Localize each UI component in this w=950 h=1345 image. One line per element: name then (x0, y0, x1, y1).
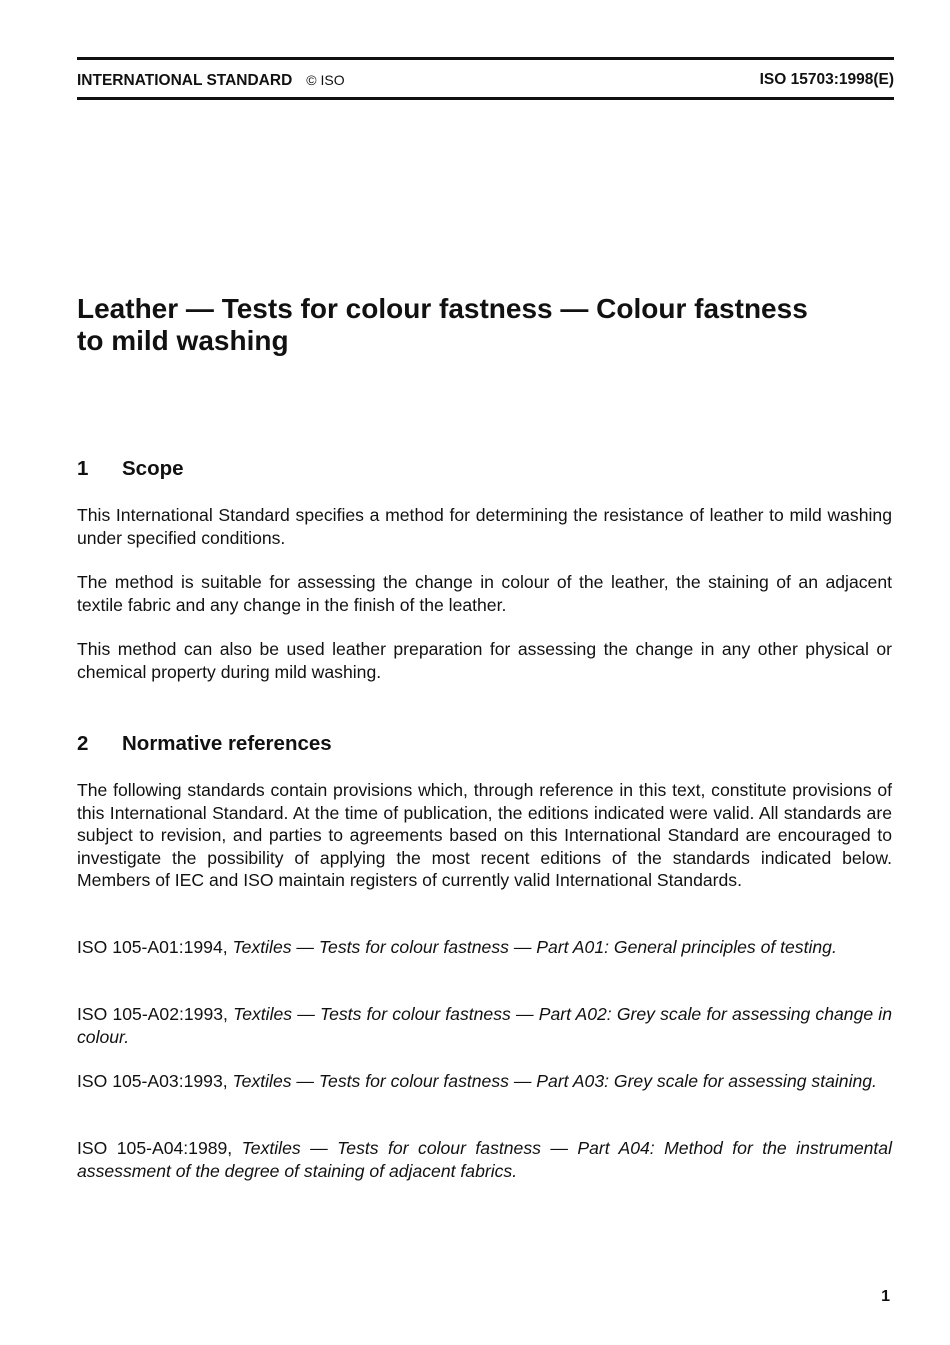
page-header (77, 70, 894, 90)
header-document-code: ISO 15703:1998(E) (759, 71, 894, 88)
title-line-2: to mild washing (77, 325, 289, 356)
section-1-title: Scope (122, 457, 184, 480)
reference-item (77, 1137, 892, 1182)
reference-code: ISO 105-A01:1994, (77, 937, 228, 957)
header-bottom-rule (77, 97, 894, 100)
reference-item (77, 936, 892, 959)
section-2-number: 2 (77, 732, 89, 755)
scope-paragraph-2: The method is suitable for assessing the change in colour of the leather, the staining of an adjacent textile fabric and any change in the finish of the leather. (77, 572, 892, 615)
section-1-number: 1 (77, 457, 89, 480)
section-1-heading (77, 456, 184, 482)
title-line-1: Leather — Tests for colour fastness — Colour fastness (77, 293, 808, 324)
reference-item (77, 1003, 892, 1048)
section-2-title: Normative references (122, 732, 332, 755)
scope-paragraph-3: This method can also be used leather preparation for assessing the change in any other physical or chemical property during mild washing. (77, 639, 892, 682)
reference-code: ISO 105-A03:1993, (77, 1071, 228, 1091)
header-top-rule (77, 57, 894, 60)
reference-item (77, 1070, 892, 1093)
reference-title: Textiles — Tests for colour fastness — Part A01: General principles of testing. (232, 937, 837, 957)
scope-paragraph-1: This International Standard specifies a method for determining the resistance of leather to mild washing under specified conditions. (77, 505, 892, 548)
reference-title: Textiles — Tests for colour fastness — Part A04: Method for the instrumental assessment of the degree of staining of adjacent fabrics. (77, 1138, 892, 1181)
reference-code: ISO 105-A02:1993, (77, 1004, 228, 1024)
document-title (77, 293, 894, 357)
reference-code: ISO 105-A04:1989, (77, 1138, 233, 1158)
section-2-heading (77, 731, 332, 757)
header-copyright: © ISO (306, 72, 345, 88)
page-number: 1 (881, 1288, 890, 1305)
header-label: INTERNATIONAL STANDARD (77, 72, 293, 89)
reference-title: Textiles — Tests for colour fastness — Part A03: Grey scale for assessing staining. (232, 1071, 877, 1091)
normative-references-intro: The following standards contain provisions which, through reference in this text, constitute provisions of this International Standard. At the time of publication, the editions indicated were valid. All standards are subject to revision, and parties to agreements based on this International Standard are encouraged to investigate the possibility of applying the most recent editions of the standards indicated below. Members of IEC and ISO maintain registers of currently valid International Standards. (77, 780, 892, 890)
reference-title: Textiles — Tests for colour fastness — Part A02: Grey scale for assessing change in colour. (77, 1004, 892, 1047)
header-left (77, 70, 345, 91)
